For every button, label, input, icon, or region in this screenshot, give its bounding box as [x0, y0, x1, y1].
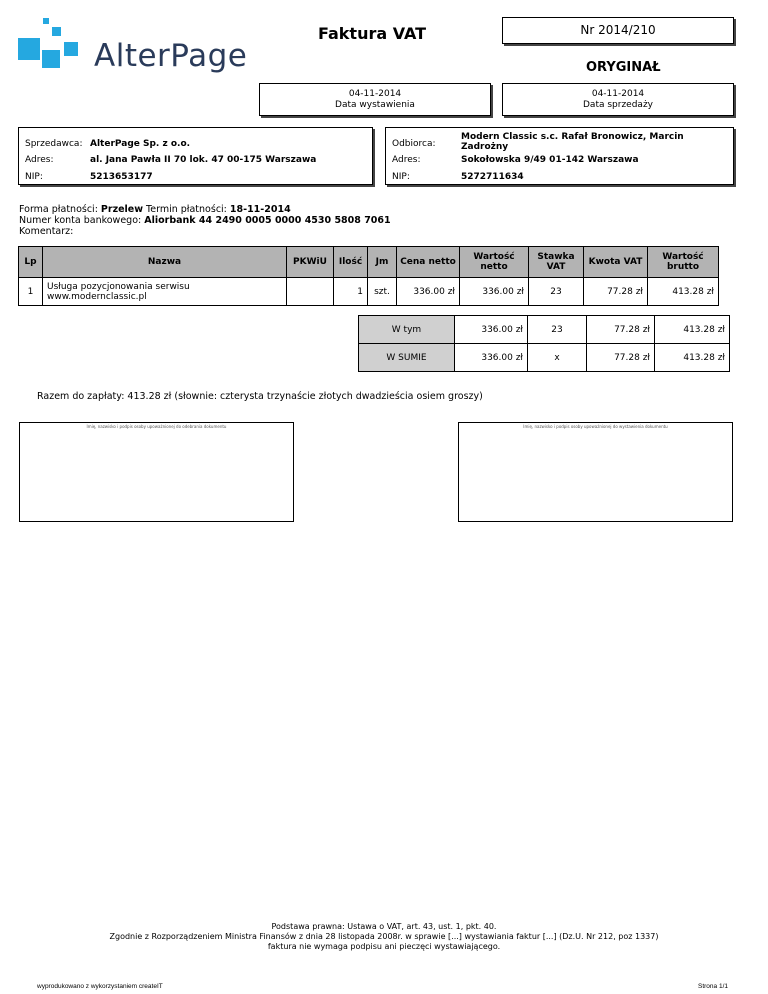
- summary-gross: 413.28 zł: [655, 316, 730, 344]
- payment-form: Przelew: [100, 204, 144, 215]
- seller-address-label: Adres:: [25, 155, 54, 165]
- logo-squares-icon: [18, 14, 86, 70]
- summary-row: [359, 316, 730, 344]
- buyer-name-label: Odbiorca:: [392, 139, 436, 149]
- account-number: Aliorbank 44 2490 0005 0000 4530 5808 7061: [144, 215, 391, 226]
- sale-date-value: 04-11-2014: [591, 89, 645, 99]
- produced-by: wyprodukowano z wykorzystaniem createIT: [37, 983, 163, 990]
- items-table: [18, 246, 719, 306]
- row-name: [43, 278, 287, 306]
- payment-form-label: Forma płatności:: [19, 204, 101, 215]
- summary-table: [358, 315, 730, 372]
- summary-net: 336.00 zł: [455, 344, 528, 372]
- seller-nip: 5213653177: [90, 172, 153, 182]
- row-price: 336.00 zł: [397, 278, 460, 306]
- buyer-name-line1: Modern Classic s.c. Rafał Bronowicz, Marcin: [461, 132, 684, 142]
- receiver-signature-box: [19, 422, 294, 522]
- issue-date-box: [259, 83, 491, 116]
- col-gross: Wartość brutto: [648, 247, 719, 278]
- copy-label: ORYGINAŁ: [586, 60, 661, 75]
- buyer-name: [461, 132, 684, 152]
- row-gross: 413.28 zł: [648, 278, 719, 306]
- buyer-nip-label: NIP:: [392, 172, 410, 182]
- summary-row: [359, 344, 730, 372]
- row-pkwiu: [287, 278, 334, 306]
- footer-line2: Zgodnie z Rozporządzeniem Ministra Finansów z dnia 28 listopada 2008r. w sprawie [...] wystawiania faktur [...] (Dz.U. Nr 212, poz 1337): [109, 932, 659, 941]
- comment-label: Komentarz:: [19, 226, 74, 237]
- buyer-nip: 5272711634: [461, 172, 524, 182]
- summary-gross: 413.28 zł: [655, 344, 730, 372]
- buyer-address: Sokołowska 9/49 01-142 Warszawa: [461, 155, 639, 165]
- summary-label: W tym: [359, 316, 455, 344]
- summary-net: 336.00 zł: [455, 316, 528, 344]
- receiver-signature-label: Imię, nazwisko i podpis osoby upoważnionej do odebrania dokumentu: [86, 424, 227, 429]
- payment-term-label: Termin płatności:: [143, 204, 230, 215]
- row-rate: 23: [529, 278, 584, 306]
- issuer-signature-label: Imię, nazwisko i podpis osoby upoważnionej do wystawienia dokumentu: [523, 424, 668, 429]
- page-number: Strona 1/1: [698, 983, 728, 990]
- row-lp: 1: [19, 278, 43, 306]
- buyer-box: [385, 127, 734, 185]
- seller-name-label: Sprzedawca:: [25, 139, 83, 149]
- logo-text: AlterPage: [94, 38, 248, 74]
- summary-vat: 77.28 zł: [587, 316, 655, 344]
- payment-line-form: [19, 204, 391, 215]
- row-name-line2: www.modernclassic.pl: [47, 291, 147, 302]
- seller-name: AlterPage Sp. z o.o.: [90, 139, 191, 149]
- summary-vat: 77.28 zł: [587, 344, 655, 372]
- seller-address: al. Jana Pawła II 70 lok. 47 00-175 Warszawa: [90, 155, 317, 165]
- summary-rate: x: [528, 344, 587, 372]
- footer-line1: Podstawa prawna: Ustawa o VAT, art. 43, ust. 1, pkt. 40.: [271, 922, 497, 931]
- legal-footer: [0, 922, 768, 952]
- invoice-number: Nr 2014/210: [502, 17, 734, 44]
- table-header-row: [19, 247, 719, 278]
- buyer-name-line2: Zadrożny: [461, 142, 509, 152]
- payment-term: 18-11-2014: [229, 204, 291, 215]
- row-unit: szt.: [368, 278, 397, 306]
- summary-label: W SUMIE: [359, 344, 455, 372]
- seller-box: [18, 127, 373, 185]
- buyer-address-label: Adres:: [392, 155, 421, 165]
- total-amount-text: Razem do zapłaty: 413.28 zł (słownie: czterysta trzynaście złotych dwadzieścia osiem groszy): [37, 391, 483, 402]
- account-label: Numer konta bankowego:: [19, 215, 145, 226]
- payment-info: [19, 204, 391, 237]
- col-name: Nazwa: [43, 247, 287, 278]
- row-qty: 1: [334, 278, 368, 306]
- col-price: Cena netto: [397, 247, 460, 278]
- sale-date-box: [502, 83, 734, 116]
- seller-nip-label: NIP:: [25, 172, 43, 182]
- issue-date-label: Data wystawienia: [335, 100, 415, 110]
- issuer-signature-box: [458, 422, 733, 522]
- payment-line-account: [19, 215, 391, 226]
- col-rate: Stawka VAT: [529, 247, 584, 278]
- col-vat: Kwota VAT: [584, 247, 648, 278]
- row-vat: 77.28 zł: [584, 278, 648, 306]
- row-net: 336.00 zł: [460, 278, 529, 306]
- table-row: [19, 278, 719, 306]
- col-unit: Jm: [368, 247, 397, 278]
- col-net: Wartość netto: [460, 247, 529, 278]
- col-lp: Lp: [19, 247, 43, 278]
- document-title: Faktura VAT: [318, 24, 427, 43]
- col-qty: Ilość: [334, 247, 368, 278]
- sale-date-label: Data sprzedaży: [583, 100, 653, 110]
- summary-rate: 23: [528, 316, 587, 344]
- col-pkwiu: PKWiU: [287, 247, 334, 278]
- footer-line3: faktura nie wymaga podpisu ani pieczęci wystawiającego.: [267, 942, 501, 951]
- issue-date-value: 04-11-2014: [348, 89, 402, 99]
- row-name-line1: Usługa pozycjonowania serwisu: [47, 281, 190, 292]
